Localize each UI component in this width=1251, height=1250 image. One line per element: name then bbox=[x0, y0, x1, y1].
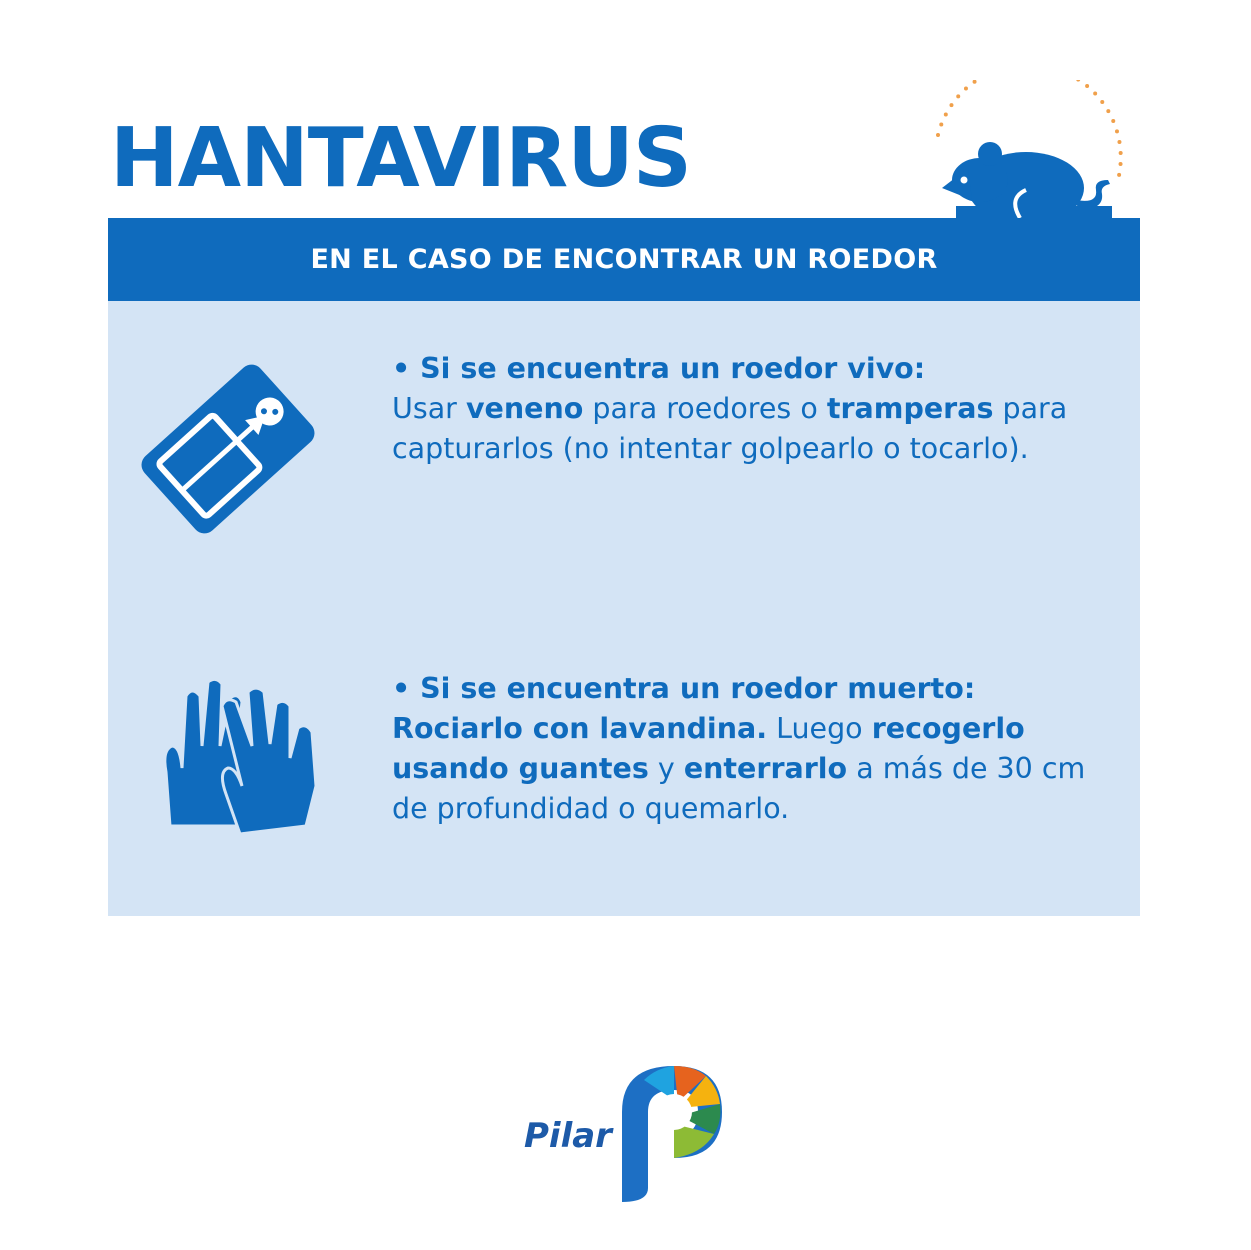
pilar-logo bbox=[520, 1060, 730, 1205]
gloves-icon bbox=[156, 676, 331, 841]
dead-rodent-text-2: Luego bbox=[767, 712, 872, 745]
dead-rodent-heading: • Si se encuentra un roedor muerto: bbox=[392, 672, 976, 705]
dead-rodent-text-1: Rociarlo con lavandina. bbox=[392, 712, 768, 745]
live-rodent-text-2: veneno bbox=[465, 392, 584, 425]
banner-text: EN EL CASO DE ENCONTRAR UN ROEDOR bbox=[310, 244, 938, 275]
page-title: HANTAVIRUS bbox=[110, 111, 691, 206]
dead-rodent-text-4: y bbox=[648, 752, 684, 785]
section-banner bbox=[108, 218, 1140, 301]
dead-rodent-text-3: recogerlo usando guantes bbox=[392, 712, 1025, 785]
live-rodent-text-5: para capturarlos (no intentar golpearlo o tocarlo). bbox=[392, 392, 1068, 465]
live-rodent-text-4: tramperas bbox=[826, 392, 994, 425]
rat-icon bbox=[928, 80, 1128, 222]
dead-rodent-section bbox=[392, 669, 1112, 829]
dead-rodent-text-6: a más de 30 cm de profundidad o quemarlo. bbox=[392, 752, 1086, 825]
live-rodent-section bbox=[392, 349, 1112, 469]
logo-word: Pilar bbox=[524, 1116, 612, 1156]
info-panel bbox=[108, 301, 1140, 916]
live-rodent-text-3: para roedores o bbox=[583, 392, 827, 425]
live-rodent-heading: • Si se encuentra un roedor vivo: bbox=[392, 352, 926, 385]
dead-rodent-text-5: enterrarlo bbox=[683, 752, 848, 785]
mouse-trap-icon bbox=[138, 359, 318, 539]
live-rodent-text-1: Usar bbox=[392, 392, 466, 425]
pilar-p-logo-icon bbox=[618, 1060, 728, 1205]
